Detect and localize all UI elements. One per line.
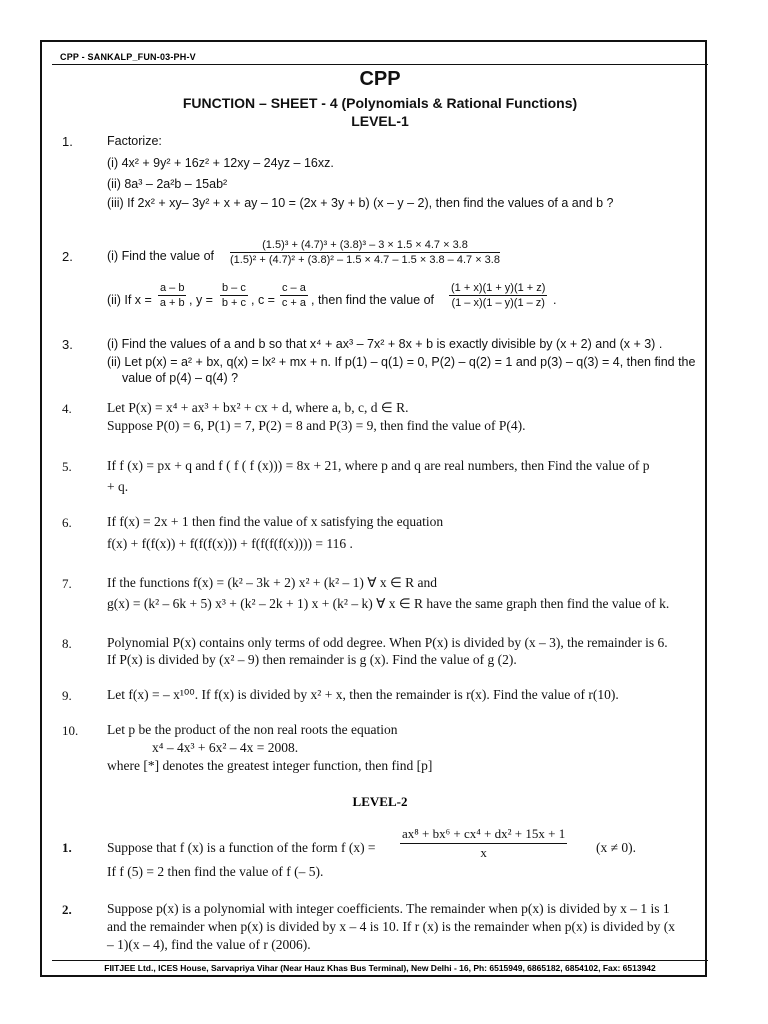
header-code: CPP - SANKALP_FUN-03-PH-V <box>60 52 196 62</box>
q2-fraction-x-denominator: a + b <box>159 297 185 309</box>
q2-fraction-x <box>158 282 186 309</box>
q10-line3: where [*] denotes the greatest integer function, then find [p] <box>107 758 433 773</box>
q10-line1: Let p be the product of the non real roots the equation <box>107 722 398 737</box>
l2-q1-prefix: Suppose that f (x) is a function of the form f (x) = <box>107 840 376 855</box>
q3-number: 3. <box>62 337 73 352</box>
q2-fraction-main-denominator: (1.5)² + (4.7)² + (3.8)² – 1.5 × 4.7 – 1.5 × 3.8 – 4.7 × 3.8 <box>230 254 500 266</box>
header-rule <box>52 64 708 65</box>
q9-line1: Let f(x) = – x¹⁰⁰. If f(x) is divided by x² + x, then the remainder is r(x). Find the value of r(10). <box>107 687 619 702</box>
q2-fraction-value <box>449 282 547 309</box>
doc-title: CPP <box>359 68 401 90</box>
q2-fraction-c <box>280 282 308 309</box>
q3-part-ii-line1: (ii) Let p(x) = a² + bx, q(x) = lx² + mx + n. If p(1) – q(1) = 0, P(2) – q(2) = 1 and p(3) – q(3) = 4, then find the <box>107 355 696 369</box>
q4-line1: Let P(x) = x⁴ + ax³ + bx² + cx + d, where a, b, c, d ∈ R. <box>107 400 409 415</box>
q10-number: 10. <box>62 723 79 738</box>
q2-part-ii-mid: , then find the value of <box>311 293 435 307</box>
q8-number: 8. <box>62 636 72 651</box>
q4-number: 4. <box>62 401 72 416</box>
q8-line1: Polynomial P(x) contains only terms of odd degree. When P(x) is divided by (x – 3), the remainder is 6. <box>107 635 668 650</box>
q2-fraction-y-numerator: b – c <box>222 282 246 294</box>
q9-number: 9. <box>62 688 72 703</box>
level-1-heading: LEVEL-1 <box>351 113 409 129</box>
q6-number: 6. <box>62 515 72 530</box>
q3-part-ii-line2: value of p(4) – q(4) ? <box>122 371 239 385</box>
q3-part-i: (i) Find the values of a and b so that x⁴ + ax³ – 7x² + 8x + b is exactly divisible by (x + 2) and (x + 3) . <box>107 337 663 351</box>
l2-q2-line1: Suppose p(x) is a polynomial with integer coefficients. The remainder when p(x) is divided by x – 1 is 1 <box>107 901 670 916</box>
q5-line2: + q. <box>107 479 129 494</box>
q2-fraction-main-numerator: (1.5)³ + (4.7)³ + (3.8)³ – 3 × 1.5 × 4.7 × 3.8 <box>230 239 500 253</box>
q2-number: 2. <box>62 249 73 264</box>
q2-y-label: , y = <box>189 293 213 307</box>
q2-fraction-value-denominator: (1 – x)(1 – y)(1 – z) <box>451 297 545 309</box>
q2-fraction-y-denominator: b + c <box>221 297 246 309</box>
q2-fraction-main <box>230 239 500 266</box>
q4-line2: Suppose P(0) = 6, P(1) = 7, P(2) = 8 and P(3) = 9, then find the value of P(4). <box>107 418 526 433</box>
q1-part-ii: (ii) 8a³ – 2a²b – 15ab² <box>107 177 228 191</box>
q7-number: 7. <box>62 576 72 591</box>
l2-q2-number: 2. <box>62 902 72 917</box>
l2-q1-suffix: (x ≠ 0). <box>596 840 637 855</box>
q2-part-ii-end: . <box>553 293 557 307</box>
q7-line2: g(x) = (k² – 6k + 5) x³ + (k² – 2k + 1) x + (k² – k) ∀ x ∈ R have the same graph then find the value of k. <box>107 596 670 611</box>
q6-line2: f(x) + f(f(x)) + f(f(f(x))) + f(f(f(f(x)))) = 116 . <box>107 536 353 551</box>
q8-line2: If P(x) is divided by (x² – 9) then remainder is g (x). Find the value of g (2). <box>107 652 517 667</box>
q1-number: 1. <box>62 134 73 149</box>
footer-rule <box>52 960 708 961</box>
q2-fraction-value-numerator: (1 + x)(1 + y)(1 + z) <box>451 282 546 294</box>
l2-q1-line2: If f (5) = 2 then find the value of f (– 5). <box>107 864 324 879</box>
q2-part-i-text: (i) Find the value of <box>107 249 214 263</box>
q5-number: 5. <box>62 459 72 474</box>
q1-part-i: (i) 4x² + 9y² + 16z² + 12xy – 24yz – 16xz. <box>107 156 334 170</box>
q2-part-ii-prefix: (ii) If x = <box>107 293 152 307</box>
doc-subtitle: FUNCTION – SHEET - 4 (Polynomials & Rational Functions) <box>182 95 578 111</box>
q1-intro: Factorize: <box>107 134 162 148</box>
q5-line1: If f (x) = px + q and f ( f ( f (x))) = 8x + 21, where p and q are real numbers, then Find the value of p <box>107 458 650 473</box>
q2-fraction-x-numerator: a – b <box>160 282 185 294</box>
l2-q2-line3: – 1)(x – 4), find the value of r (2006). <box>107 937 311 952</box>
l2-q1-fraction <box>400 826 567 861</box>
q2-fraction-c-denominator: c + a <box>281 297 306 309</box>
l2-q1-fraction-denominator: x <box>480 845 487 860</box>
footer-address: FIITJEE Ltd., ICES House, Sarvapriya Vihar (Near Hauz Khas Bus Terminal), New Delhi - 16, Ph: 6515949, 6865182, 6854102, Fax: 6513942 <box>104 963 656 973</box>
l2-q2-line2: and the remainder when p(x) is divided by x – 4 is 10. If r (x) is the remainder when p(x) is divided by (x <box>107 919 675 934</box>
l2-q1-fraction-numerator: ax⁸ + bx⁶ + cx⁴ + dx² + 15x + 1 <box>400 826 567 844</box>
q2-fraction-c-numerator: c – a <box>282 282 306 294</box>
q2-c-label: , c = <box>251 293 275 307</box>
q1-part-iii: (iii) If 2x² + xy– 3y² + x + ay – 10 = (2x + 3y + b) (x – y – 2), then find the values of a and b ? <box>107 196 614 210</box>
q10-line2: x⁴ – 4x³ + 6x² – 4x = 2008. <box>152 740 299 755</box>
q7-line1: If the functions f(x) = (k² – 3k + 2) x² + (k² – 1) ∀ x ∈ R and <box>107 575 438 590</box>
q6-line1: If f(x) = 2x + 1 then find the value of x satisfying the equation <box>107 514 444 529</box>
l2-q1-number: 1. <box>62 840 72 855</box>
level-2-heading: LEVEL-2 <box>352 794 408 809</box>
q2-fraction-y <box>220 282 248 309</box>
